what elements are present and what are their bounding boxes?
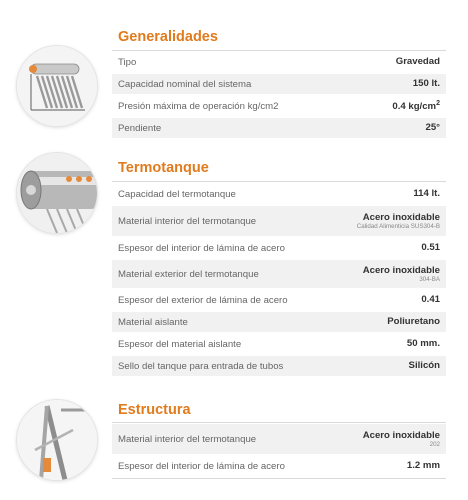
spec-value: Acero inoxidable Calidad Alimenticia SUS304-B (356, 211, 440, 230)
spec-label: Material exterior del termotanque (118, 268, 259, 280)
spec-label: Espesor del exterior de lámina de acero (118, 294, 288, 306)
spec-label: Espesor del interior de lámina de acero (118, 460, 285, 472)
spec-row (112, 333, 446, 355)
spec-value: 0.4 $kg/cm^2$ (392, 99, 440, 113)
spec-label: Material interior del termotanque (118, 433, 257, 445)
spec-value: 25° (425, 122, 440, 134)
spec-row (112, 206, 446, 236)
spec-row (112, 183, 446, 205)
section-title: Termotanque (118, 160, 209, 176)
solar-heater-icon (17, 46, 97, 126)
spec-value: Acero inoxidable 202 (362, 429, 440, 448)
section-divider (112, 478, 446, 479)
spec-note: 202 (429, 440, 440, 448)
spec-row (112, 289, 446, 311)
spec-label: Pendiente (118, 122, 162, 134)
spec-label: Material aislante (118, 316, 188, 328)
section-title: Generalidades (118, 29, 218, 45)
section-divider (112, 422, 446, 423)
spec-value: Silicón (408, 360, 440, 372)
spec-label: Capacidad nominal del sistema (118, 78, 252, 90)
spec-value: 1.2 mm (406, 460, 440, 472)
spec-row (112, 52, 446, 72)
solar-heater-thumbnail (17, 46, 97, 126)
spec-row (112, 356, 446, 376)
support-structure-icon (17, 400, 97, 480)
spec-label: Espesor del material aislante (118, 338, 242, 350)
spec-value: 0.41 (421, 294, 440, 306)
spec-label: Presión máxima de operación kg/cm2 (118, 100, 279, 112)
spec-label: Capacidad del termotanque (118, 188, 236, 200)
spec-value: Gravedad (395, 56, 440, 68)
spec-row (112, 237, 446, 259)
spec-label: Espesor del interior de lámina de acero (118, 242, 285, 254)
tank-thumbnail (17, 153, 97, 233)
spec-row (112, 312, 446, 332)
spec-label: Tipo (118, 56, 137, 68)
spec-value: Acero inoxidable 304-BA (362, 264, 440, 283)
spec-row (112, 95, 446, 117)
spec-row (112, 260, 446, 288)
spec-label: Material interior del termotanque (118, 215, 257, 227)
spec-note: 304-BA (419, 275, 440, 283)
spec-value: Poliuretano (387, 316, 440, 328)
spec-label: Sello del tanque para entrada de tubos (118, 360, 284, 372)
spec-value: 114 lt. (413, 188, 440, 200)
spec-value: 50 mm. (406, 338, 440, 350)
spec-row (112, 424, 446, 454)
spec-row (112, 118, 446, 138)
spec-value: 0.51 (421, 242, 440, 254)
spec-superscript: 2 (436, 99, 440, 107)
spec-row (112, 74, 446, 94)
section-divider (112, 50, 446, 51)
water-tank-icon (17, 153, 97, 233)
structure-thumbnail (17, 400, 97, 480)
spec-value: 150 lt. (412, 78, 440, 90)
spec-row (112, 455, 446, 477)
section-divider (112, 181, 446, 182)
spec-note: Calidad Alimenticia SUS304-B (356, 222, 440, 230)
section-title: Estructura (118, 402, 191, 418)
